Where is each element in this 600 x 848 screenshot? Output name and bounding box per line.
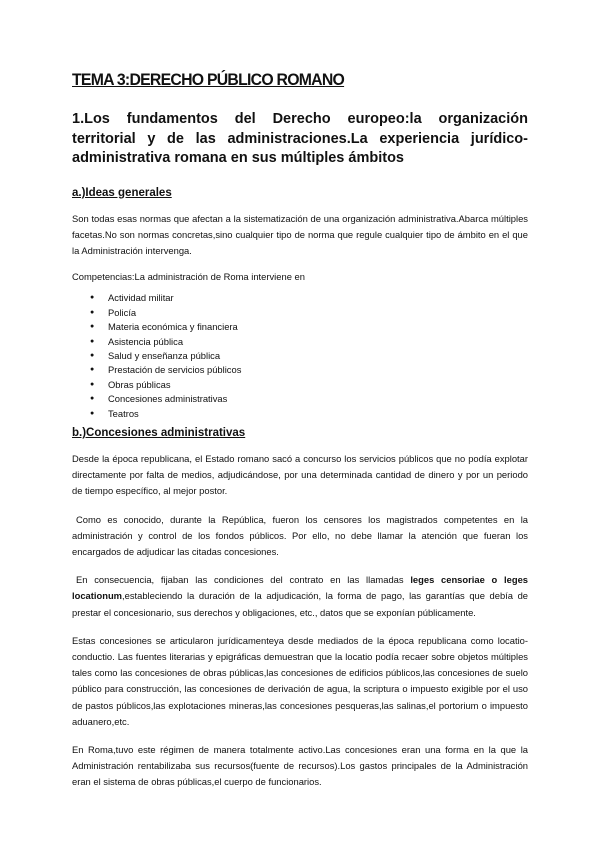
paragraph-3-text-b: ,estableciendo la duración de la adjudicación, la forma de pago, las garantías que debía de prestar el concesionario, sus derechos y obligaciones, etc., datos que se exponían públicamente. <box>72 590 528 618</box>
section-b-paragraph-5: En Roma,tuvo este régimen de manera totalmente activo.Las concesiones eran una forma en la que la Administración rentabilizaba sus recursos(fuente de recursos).Los gastos principales de la Administración eran el sistema de obras públicas,el cuerpo de funcionarios. <box>72 744 528 788</box>
section-b-paragraph-1: Desde la época republicana, el Estado romano sacó a concurso los servicios públicos que no podía explotar directamente por falta de medios, adjudicándose, por una determinada cantidad de dinero y por un periodo de tiempo específico, al mejor postor. <box>72 452 528 497</box>
leges-censoriae-term: leges censoriae o leges locationum <box>72 574 529 602</box>
list-item: ● Concesiones administrativas <box>90 392 528 406</box>
list-item: ● Salud y enseñanza pública <box>90 349 528 363</box>
list-item: ● Policía <box>90 306 528 320</box>
section-b-heading: b.)Concesiones administrativas <box>72 426 246 439</box>
paragraph-3-text-a: En consecuencia, fijaban las condiciones del contrato en las llamadas <box>76 574 411 586</box>
list-item: ● Prestación de servicios públicos <box>90 363 528 377</box>
list-item: ● Obras públicas <box>90 378 528 392</box>
list-item: ● Materia económica y financiera <box>90 320 528 334</box>
section-b-paragraph-2 <box>72 512 528 561</box>
list-item: ● Asistencia pública <box>90 335 528 349</box>
section-a-heading: a.)Ideas generales <box>72 186 172 199</box>
competencias-list <box>72 291 528 421</box>
list-item: ● Actividad militar <box>90 291 528 305</box>
paragraph-2-text: Como es conocido, durante la República, fueron los censores los magistrados competentes en la administración y control de los fondos públicos. Por ello, no debe llamar la atención que fueran los encargados de adjudicar las citadas concesiones. <box>72 513 528 557</box>
list-item: ● Teatros <box>90 407 528 421</box>
section-a-intro: Son todas esas normas que afectan a la sistematización de una organización administrativa.Abarca múltiples facetas.No son normas concretas,sino cualquier tipo de norma que regule cualquier tipo de ámbito en el que la Administración intervenga. <box>72 212 528 256</box>
section-b-paragraph-3 <box>72 572 528 621</box>
document-title: TEMA 3:DERECHO PÚBLICO ROMANO <box>72 70 345 89</box>
competencias-label: Competencias:La administración de Roma interviene en <box>72 271 305 283</box>
section-b-paragraph-4: Estas concesiones se articularon jurídicamenteya desde mediados de la época republicana como locatio-conductio. Las fuentes literarias y epigráficas demuestran que la locatio podía recaer sobre objetos múltiples tales como las concesiones de obras públicas,las concesiones de edificios públicos,las concesiones de suelo público para construcción, las concesiones de derivación de agua, la scriptura o impuesto exigible por el uso de pastos públicos,las explotaciones mineras,las concesiones pesqueras,las salinas,el portorium o impuesto aduanero,etc. <box>72 634 528 727</box>
section-1-heading: 1.Los fundamentos del Derecho europeo:la organización territorial y de las administraciones.La experiencia jurídico-administrativa romana en sus múltiples ámbitos <box>72 111 528 166</box>
